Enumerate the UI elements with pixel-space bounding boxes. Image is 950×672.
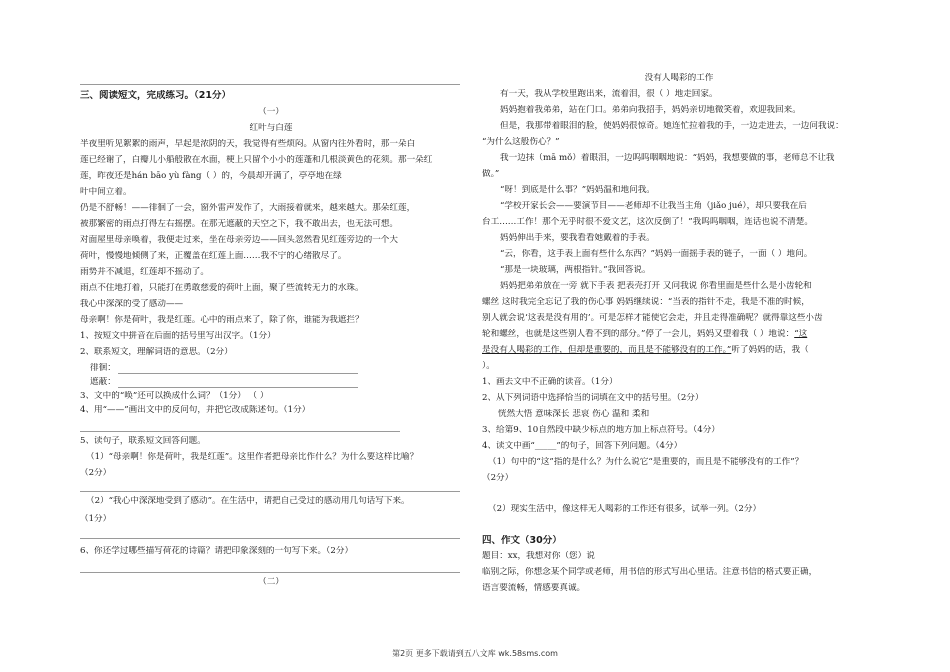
answer-line bbox=[118, 373, 358, 374]
passage-2-line: 台工……工作！那个无乎时很不爱文艺，这次反倒了！”我呜呜咽咽，连话也说不清楚。 bbox=[482, 217, 813, 227]
passage-2-text: 轮和螺丝，也就是这些别人看不到的部分。”停了一会儿，妈妈又望着我（ ）地说： bbox=[482, 329, 795, 339]
part-1-label: （一） bbox=[258, 107, 284, 117]
question-3: 3、给第9、10自然段中缺少标点的地方加上标点符号。（4分） bbox=[482, 425, 720, 435]
essay-instruction: 临别之际，你想念某个同学或老师，用书信的形式写出心里话。注意书信的格式要正确， bbox=[482, 567, 818, 577]
answer-line bbox=[80, 572, 460, 573]
passage-2-text: 听了妈妈的话，我（ bbox=[731, 345, 809, 355]
underlined-sentence: “这 bbox=[794, 329, 808, 339]
part-2-label: （二） bbox=[258, 577, 284, 587]
passage-1-title: 红叶与白莲 bbox=[249, 123, 293, 133]
passage-2-line: “为什么这般伤心？” bbox=[482, 137, 560, 147]
underlined-sentence: 是没有人喝彩的工作，但却是重要的，而且是不能够没有的工作。” bbox=[482, 345, 732, 355]
passage-2-line: 做。” bbox=[482, 169, 500, 179]
question-6: 6、你还学过哪些描写荷花的诗篇？请把印象深刻的一句写下来。（2分） bbox=[80, 546, 354, 556]
passage-2-line: ）。 bbox=[482, 361, 495, 371]
passage-2-line: 但是，我那带着眼泪的脸，使妈妈很惊奇。她连忙拉着我的手，一边走进去，一边问我说： bbox=[500, 121, 844, 131]
passage-1-line: 莲已经谢了，白瓣儿小船般散在水面，梗上只留个小小的莲蓬和几根淡黄色的花须。那一朵红 bbox=[80, 155, 433, 165]
passage-2-line: 我一边抹（mā mǒ）着眼泪，一边呜呜咽咽地说：“妈妈，我想要做的事，老师总不让我 bbox=[500, 153, 835, 163]
question-4-1: （1）句中的“这”指的是什么？为什么说它“是重要的，而且是不能够没有的工作”？ bbox=[488, 457, 804, 467]
answer-line bbox=[118, 387, 358, 388]
passage-2-line: 别人就会说‘这表是没有用的’。可是怎样才能使它会走，并且走得准确呢？就得靠这些小齿 bbox=[482, 313, 823, 323]
page-footer: 第2页 更多下载请到五八文库 wk.58sms.com bbox=[392, 649, 558, 658]
passage-1-line: 雨点不住地打着，只能打在勇敢慈爱的荷叶上面，聚了些流转无力的水珠。 bbox=[80, 283, 364, 293]
question-2: 2、联系短文，理解词语的意思。（2分） bbox=[80, 347, 233, 357]
question-2a-label: 徘徊： bbox=[90, 363, 116, 373]
passage-1-line: 半夜里听见絮絮的雨声，早起是浓阴的天，我觉得有些烦闷。从窗内往外看时，那一朵白 bbox=[80, 139, 416, 149]
answer-line bbox=[80, 491, 460, 492]
passage-1-line: 莲，昨夜还是hán bāo yù fàng（ ）的，今晨却开满了，亭亭地在绿 bbox=[80, 171, 342, 181]
answer-line bbox=[80, 431, 400, 432]
passage-1-line: 母亲啊！你是荷叶，我是红莲。心中的雨点来了，除了你，谁能为我遮拦？ bbox=[80, 315, 364, 325]
essay-topic: 题目：xx，我想对你（您）说 bbox=[482, 551, 595, 561]
passage-2-line: “那是一块玻璃，两根指针。”我回答说。 bbox=[500, 265, 651, 275]
question-4: 4、读文中画“_____”的句子，回答下列问题。（4分） bbox=[482, 441, 683, 451]
top-divider bbox=[80, 84, 460, 85]
passage-1-line: 仍是不舒畅！——徘徊了一会，窗外雷声发作了，大雨接着就来，越来越大。那朵红莲， bbox=[80, 203, 416, 213]
answer-line bbox=[80, 538, 460, 539]
section-4-heading: 四、作文（30分） bbox=[482, 535, 562, 546]
question-2: 2、从下列词语中选择恰当的词填在文中的括号里。（2分） bbox=[482, 393, 704, 403]
passage-2-line: 螺丝 这时我完全忘记了我的伤心事 妈妈继续说：“当表的指针不走，我是不准的时候， bbox=[482, 297, 810, 307]
question-5-1: （1）“母亲啊！你是荷叶，我是红莲”。这里作者把母亲比作什么？为什么要这样比喻？ bbox=[86, 452, 419, 462]
passage-1-line: 对面屋里母亲唤着，我便走过来，坐在母亲旁边——回头忽然看见红莲旁边的一个大 bbox=[80, 235, 398, 245]
passage-2-title: 没有人喝彩的工作 bbox=[644, 73, 714, 83]
word-choices: 恍然大悟 意味深长 悲哀 伤心 温和 柔和 bbox=[498, 409, 650, 419]
passage-1-line: 雨势并不减退，红莲却不摇动了。 bbox=[80, 267, 209, 277]
question-4: 4、用“——”画出文中的反问句，并把它改成陈述句。（1分） bbox=[80, 405, 311, 415]
passage-1-line: 被那繁密的雨点打得左右摇摆。在那无遮蔽的天空之下，我不敢出去，也无法可想。 bbox=[80, 219, 398, 229]
question-2b-label: 遮蔽： bbox=[90, 377, 116, 387]
passage-2-line: “呀！到底是什么事？”妈妈温和地问我。 bbox=[500, 185, 655, 195]
passage-2-line bbox=[482, 329, 876, 340]
passage-2-line: 妈妈把弟弟放在一旁 就下手表 把表壳打开 又问我说 你看里面是些什么是小齿轮和 bbox=[500, 281, 812, 291]
passage-1-line: 我心中深深的受了感动—— bbox=[80, 299, 184, 309]
question-1: 1、画去文中不正确的读音。（1分） bbox=[482, 377, 618, 387]
essay-instruction: 语言要流畅，情感要真诚。 bbox=[482, 583, 586, 593]
question-5: 5、读句子，联系短文回答问题。 bbox=[80, 436, 206, 446]
passage-2-line: “云，你看，这手表上面有些什么东西？”妈妈一面摇手表的链子，一面（ ）地问。 bbox=[500, 249, 813, 259]
passage-1-line: 荷叶，慢慢地倾侧了来，正覆盖在红莲上面……我不宁的心绪散尽了。 bbox=[80, 251, 347, 261]
passage-1-line: 叶中间立着。 bbox=[80, 187, 132, 197]
question-5-2: （2）“我心中深深地受到了感动”。在生活中，请把自己受过的感动用几句话写下来。 bbox=[86, 496, 410, 506]
passage-2-line: “学校开家长会——要演节目——老师却不让我当主角（jiǎo jué），却只要我在后 bbox=[500, 201, 807, 211]
question-5-1-points: （2分） bbox=[80, 468, 112, 478]
question-1: 1、按短文中拼音在后面的括号里写出汉字。（1分） bbox=[80, 331, 276, 341]
passage-2-line: 妈妈伸出手来，要我看看她戴着的手表。 bbox=[500, 233, 655, 243]
section-3-heading: 三、阅读短文，完成练习。（21分） bbox=[80, 90, 231, 101]
passage-2-line: 妈妈抱着我弟弟，站在门口。弟弟向我招手，妈妈亲切地微笑着，欢迎我回来。 bbox=[500, 105, 801, 115]
question-3: 3、文中的“唤”还可以换成什么词？（1分） （ ） bbox=[80, 391, 269, 401]
question-4-2: （2）现实生活中，像这样无人喝彩的工作还有很多，试举一列。（2分） bbox=[488, 504, 762, 514]
question-5-2-points: （1分） bbox=[80, 514, 112, 524]
passage-2-line: 有一天，我从学校里跑出来，流着泪，很（ ）地走回家。 bbox=[500, 89, 718, 99]
question-4-1-points: （2分） bbox=[482, 473, 514, 483]
passage-2-line bbox=[482, 345, 876, 356]
